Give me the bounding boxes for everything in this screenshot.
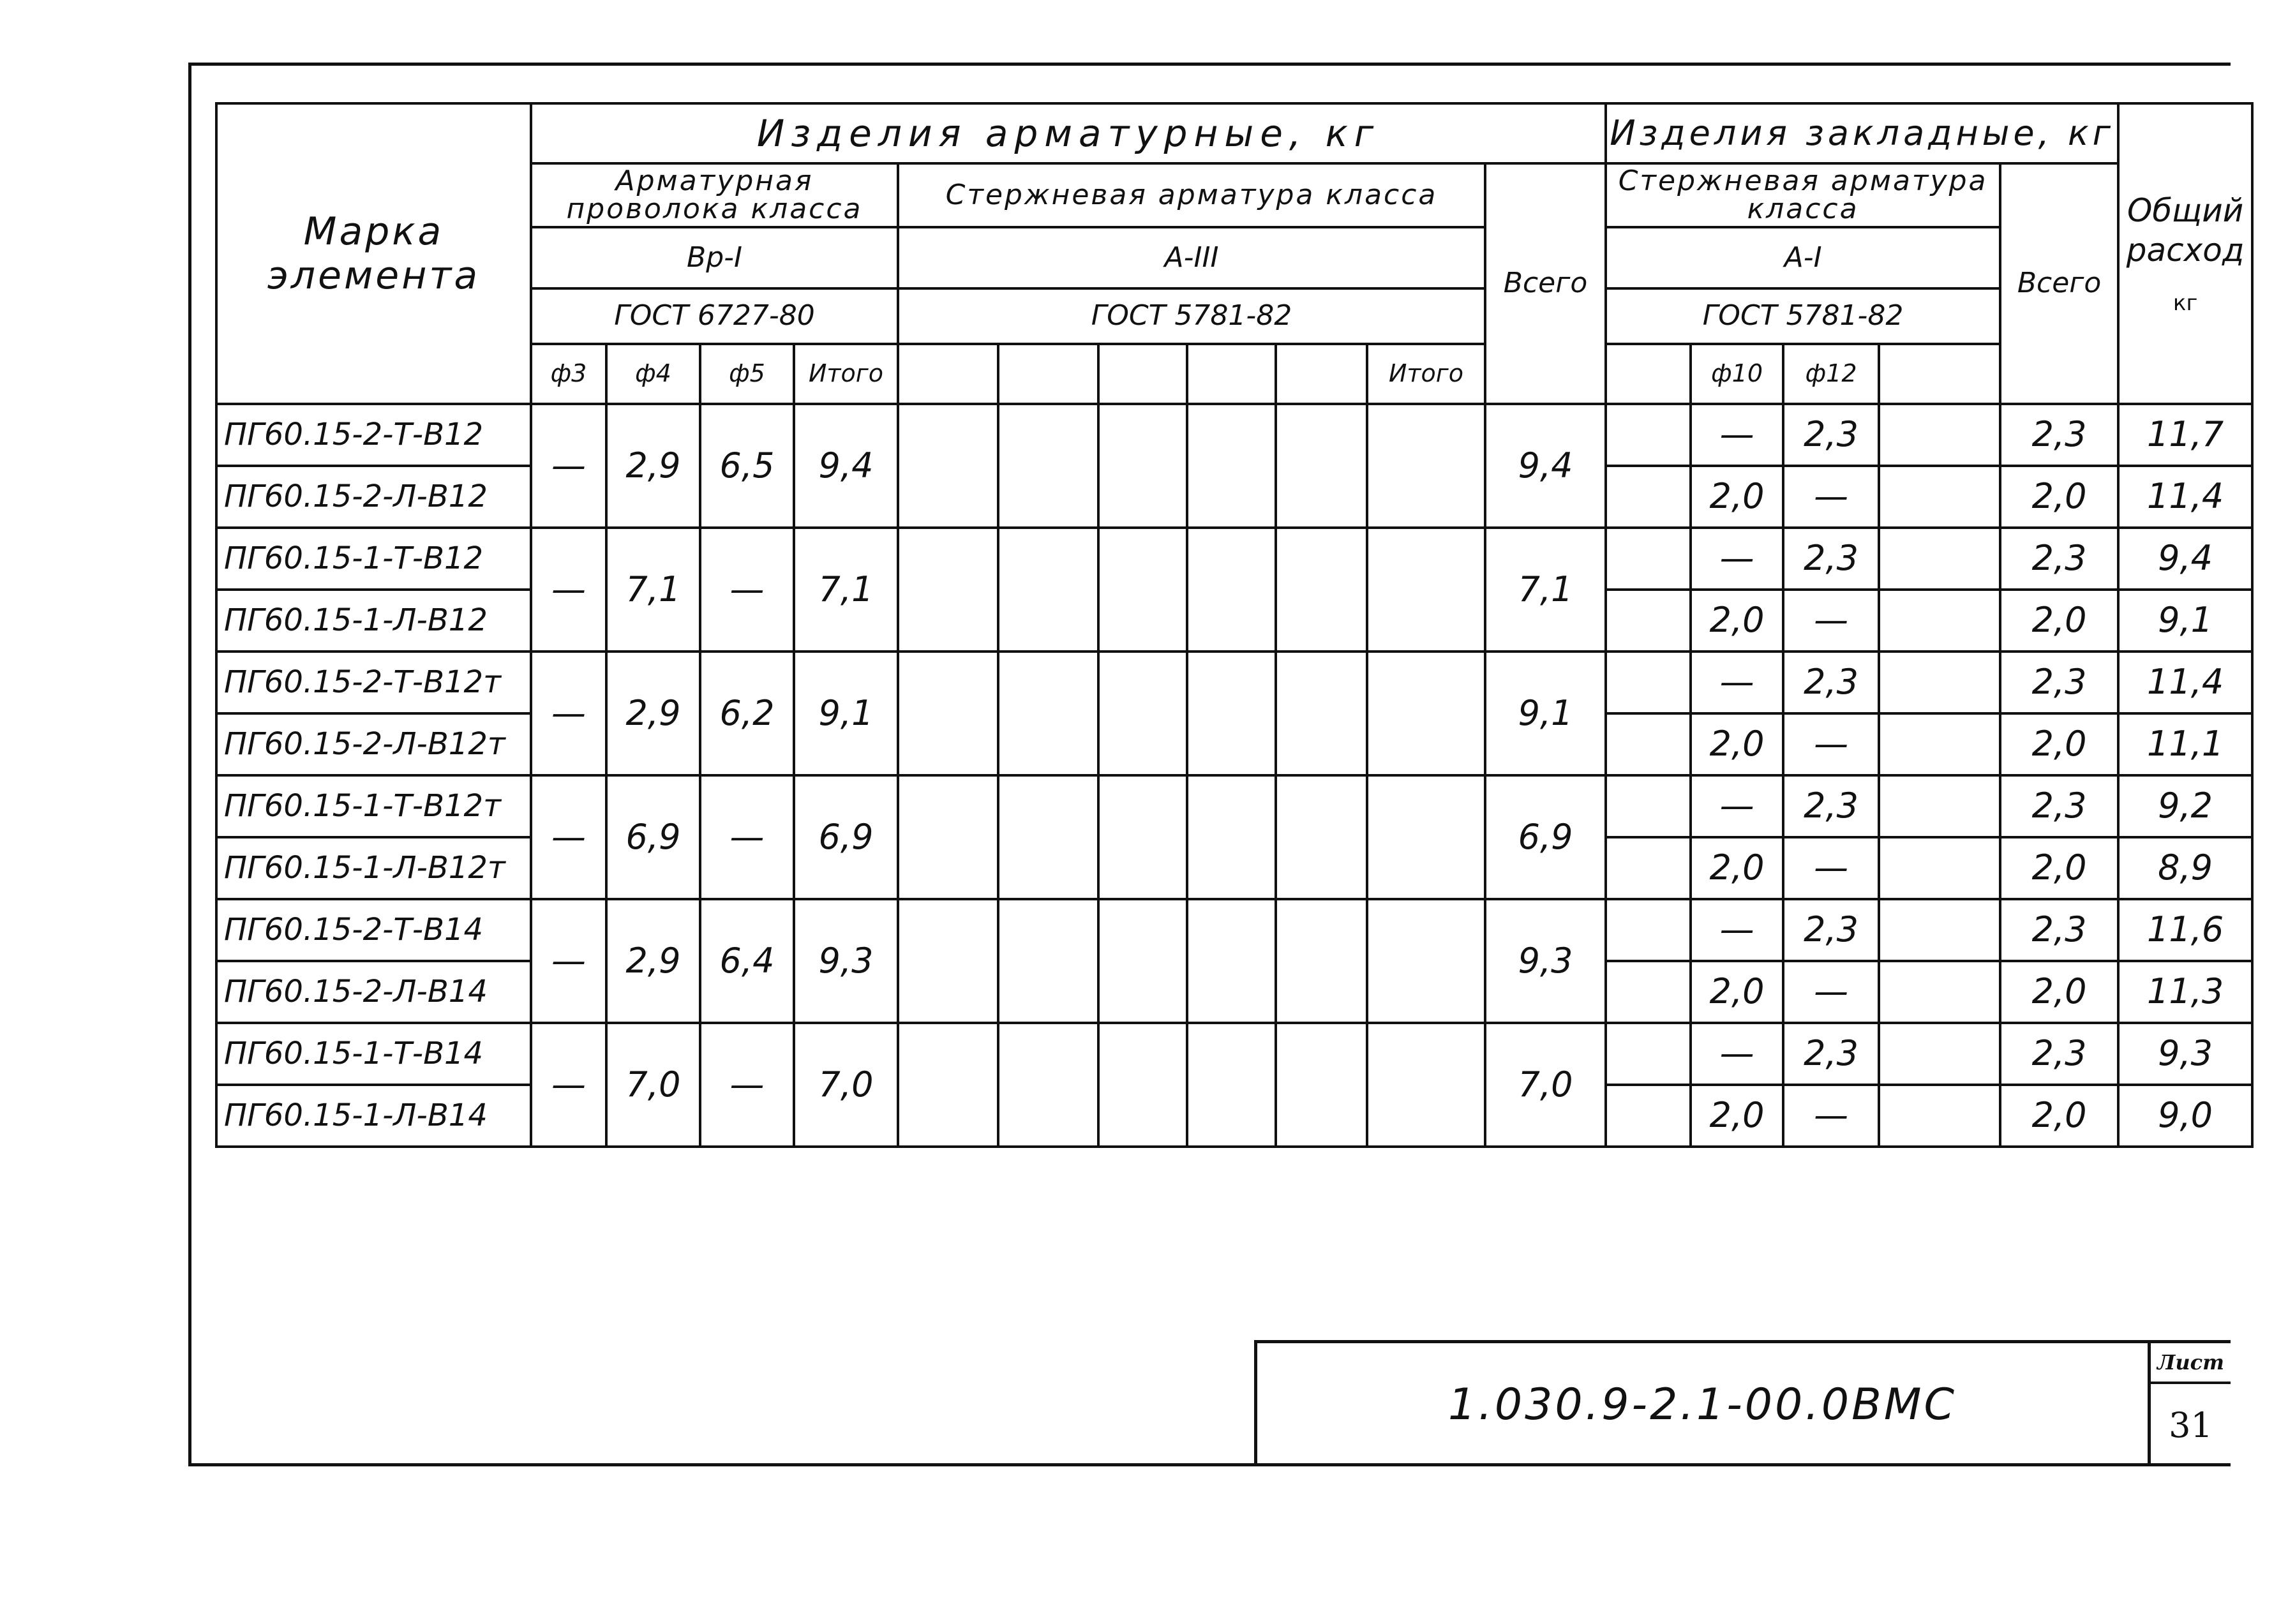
rod-cell-3 (1098, 404, 1187, 528)
grand-total-unit: кг (2172, 290, 2198, 316)
d12-header: ф12 (1783, 344, 1879, 404)
emb-d10-value: — (1691, 899, 1783, 961)
emb-blank-cell (1606, 1023, 1691, 1085)
emb-d12-value: 2,3 (1783, 528, 1879, 590)
wire-d4-value: 2,9 (606, 899, 700, 1023)
emb-total-value: 2,3 (2000, 652, 2118, 713)
rod-cell-6 (1367, 404, 1485, 528)
grand-total-value: 11,4 (2118, 466, 2252, 528)
emb-blank-cell (1879, 899, 2000, 961)
grand-total-value: 8,9 (2118, 837, 2252, 899)
element-mark: ПГ60.15-1-Т-В14 (216, 1023, 531, 1085)
rod-class-header: Стержневая арматура класса (898, 163, 1485, 227)
wire-d3-value: — (531, 528, 606, 652)
table-row (216, 652, 2252, 713)
emb-blank-cell (1606, 899, 1691, 961)
rod-cell-5 (1276, 652, 1367, 775)
grand-total-value: 11,7 (2118, 404, 2252, 466)
emb-total-value: 2,3 (2000, 404, 2118, 466)
wire-d5-value: — (700, 775, 794, 899)
emb-d12-value: — (1783, 713, 1879, 775)
rod-cell-1 (898, 899, 998, 1023)
rebar-total-value: 9,1 (1485, 652, 1606, 775)
rebar-sum-header: Всего (1485, 163, 1606, 404)
rod-cell-1 (898, 652, 998, 775)
wire-itogo-value: 9,4 (794, 404, 898, 528)
rod-empty-1 (898, 344, 998, 404)
emb-d12-value: — (1783, 466, 1879, 528)
wire-itogo-value: 7,1 (794, 528, 898, 652)
rod-cell-2 (998, 775, 1098, 899)
wire-d3-value: — (531, 775, 606, 899)
emb-total-value: 2,0 (2000, 961, 2118, 1023)
emb-blank-cell (1606, 961, 1691, 1023)
element-mark: ПГ60.15-1-Л-В12 (216, 590, 531, 652)
wire-d3-value: — (531, 404, 606, 528)
wire-d4-value: 7,1 (606, 528, 700, 652)
emb-d10-value: 2,0 (1691, 837, 1783, 899)
grand-total-value: 11,6 (2118, 899, 2252, 961)
emb-total-value: 2,0 (2000, 590, 2118, 652)
wire-d3-value: — (531, 899, 606, 1023)
emb-d12-value: 2,3 (1783, 775, 1879, 837)
wire-d3-value: — (531, 652, 606, 775)
grand-total-value: 11,3 (2118, 961, 2252, 1023)
rod-cell-3 (1098, 775, 1187, 899)
emb-sum-header: Всего (2000, 163, 2118, 404)
emb-d10-value: 2,0 (1691, 590, 1783, 652)
emb-d10-value: — (1691, 1023, 1783, 1085)
grand-total-value: 9,0 (2118, 1085, 2252, 1147)
rod-cell-5 (1276, 899, 1367, 1023)
rod-cell-4 (1187, 1023, 1276, 1147)
rod-cell-2 (998, 528, 1098, 652)
emb-d10-value: 2,0 (1691, 1085, 1783, 1147)
wire-d5-value: 6,4 (700, 899, 794, 1023)
d10-header: ф10 (1691, 344, 1783, 404)
grand-total-value: 9,1 (2118, 590, 2252, 652)
rod-cell-2 (998, 404, 1098, 528)
wire-d5-value: 6,2 (700, 652, 794, 775)
wire-itogo-value: 9,3 (794, 899, 898, 1023)
wire-d4-value: 2,9 (606, 652, 700, 775)
element-mark: ПГ60.15-2-Л-В12 (216, 466, 531, 528)
emb-d10-value: — (1691, 404, 1783, 466)
emb-total-value: 2,3 (2000, 1023, 2118, 1085)
element-mark: ПГ60.15-2-Т-В12т (216, 652, 531, 713)
rebar-total-value: 7,0 (1485, 1023, 1606, 1147)
rod-cell-6 (1367, 652, 1485, 775)
rod-cell-4 (1187, 775, 1276, 899)
table-row (216, 528, 2252, 590)
grand-total-value: 11,1 (2118, 713, 2252, 775)
emb-grade: А-I (1606, 227, 2000, 288)
emb-gost: ГОСТ 5781-82 (1606, 288, 2000, 344)
document-code: 1.030.9-2.1-00.0ВМС (1448, 1380, 1957, 1430)
rod-cell-2 (998, 1023, 1098, 1147)
emb-blank-cell (1879, 528, 2000, 590)
element-mark: ПГ60.15-2-Т-В12 (216, 404, 531, 466)
mark-header: Марка элемента (216, 103, 531, 404)
element-mark: ПГ60.15-2-Л-В14 (216, 961, 531, 1023)
emb-empty-2 (1879, 344, 2000, 404)
wire-d5-value: — (700, 1023, 794, 1147)
rod-cell-6 (1367, 1023, 1485, 1147)
table-row (216, 899, 2252, 961)
emb-blank-cell (1606, 713, 1691, 775)
table-row (216, 404, 2252, 466)
emb-blank-cell (1606, 652, 1691, 713)
emb-d12-value: — (1783, 1085, 1879, 1147)
rod-cell-3 (1098, 899, 1187, 1023)
rod-gost: ГОСТ 5781-82 (898, 288, 1485, 344)
emb-class-header: Стержневая арматура класса (1606, 163, 2000, 227)
emb-total-value: 2,0 (2000, 1085, 2118, 1147)
wire-d5-value: — (700, 528, 794, 652)
rod-cell-5 (1276, 404, 1367, 528)
rod-cell-5 (1276, 1023, 1367, 1147)
wire-class-header: Арматурная проволока класса (531, 163, 898, 227)
material-spec-table (215, 102, 2254, 1148)
sheet-box (2148, 1343, 2231, 1466)
wire-itogo-header: Итого (794, 344, 898, 404)
rod-cell-1 (898, 775, 998, 899)
emb-blank-cell (1606, 590, 1691, 652)
emb-d12-value: — (1783, 961, 1879, 1023)
wire-d4-value: 6,9 (606, 775, 700, 899)
wire-d4-value: 7,0 (606, 1023, 700, 1147)
rod-empty-4 (1187, 344, 1276, 404)
rod-cell-6 (1367, 899, 1485, 1023)
table-row (216, 1023, 2252, 1085)
d4-header: ф4 (606, 344, 700, 404)
rod-empty-3 (1098, 344, 1187, 404)
rod-cell-3 (1098, 528, 1187, 652)
emb-blank-cell (1879, 713, 2000, 775)
element-mark: ПГ60.15-1-Л-В12т (216, 837, 531, 899)
emb-d12-value: — (1783, 590, 1879, 652)
grand-total-value: 9,3 (2118, 1023, 2252, 1085)
emb-blank-cell (1879, 652, 2000, 713)
emb-d10-value: — (1691, 528, 1783, 590)
rod-cell-5 (1276, 528, 1367, 652)
title-block (1254, 1340, 2231, 1466)
wire-d3-value: — (531, 1023, 606, 1147)
rod-empty-2 (998, 344, 1098, 404)
emb-d10-value: 2,0 (1691, 713, 1783, 775)
wire-d4-value: 2,9 (606, 404, 700, 528)
emb-blank-cell (1879, 590, 2000, 652)
rod-cell-4 (1187, 528, 1276, 652)
grand-total-value: 9,4 (2118, 528, 2252, 590)
d3-header: ф3 (531, 344, 606, 404)
element-mark: ПГ60.15-1-Т-В12 (216, 528, 531, 590)
emb-blank-cell (1606, 404, 1691, 466)
emb-blank-cell (1606, 775, 1691, 837)
rod-cell-1 (898, 1023, 998, 1147)
emb-d12-value: 2,3 (1783, 1023, 1879, 1085)
emb-d12-value: 2,3 (1783, 652, 1879, 713)
rod-cell-1 (898, 528, 998, 652)
emb-blank-cell (1879, 961, 2000, 1023)
rod-cell-4 (1187, 652, 1276, 775)
rod-cell-4 (1187, 899, 1276, 1023)
rod-cell-1 (898, 404, 998, 528)
emb-blank-cell (1606, 528, 1691, 590)
rod-empty-5 (1276, 344, 1367, 404)
emb-blank-cell (1606, 466, 1691, 528)
emb-empty-1 (1606, 344, 1691, 404)
emb-total-value: 2,0 (2000, 837, 2118, 899)
table-row (216, 775, 2252, 837)
rebar-group-header: Изделия арматурные, кг (531, 103, 1606, 163)
wire-gost: ГОСТ 6727-80 (531, 288, 898, 344)
wire-grade: Вр-I (531, 227, 898, 288)
grand-total-value: 11,4 (2118, 652, 2252, 713)
emb-blank-cell (1879, 1085, 2000, 1147)
grand-total-value: 9,2 (2118, 775, 2252, 837)
sheet-number: 31 (2169, 1405, 2213, 1445)
emb-total-value: 2,0 (2000, 713, 2118, 775)
emb-blank-cell (1879, 837, 2000, 899)
emb-d12-value: 2,3 (1783, 899, 1879, 961)
emb-total-value: 2,0 (2000, 466, 2118, 528)
emb-d10-value: 2,0 (1691, 961, 1783, 1023)
element-mark: ПГ60.15-1-Т-В12т (216, 775, 531, 837)
emb-blank-cell (1879, 775, 2000, 837)
emb-blank-cell (1879, 1023, 2000, 1085)
rebar-total-value: 9,4 (1485, 404, 1606, 528)
emb-total-value: 2,3 (2000, 775, 2118, 837)
wire-itogo-value: 9,1 (794, 652, 898, 775)
emb-blank-cell (1606, 1085, 1691, 1147)
wire-d5-value: 6,5 (700, 404, 794, 528)
element-mark: ПГ60.15-2-Л-В12т (216, 713, 531, 775)
emb-d10-value: — (1691, 775, 1783, 837)
rebar-total-value: 6,9 (1485, 775, 1606, 899)
rod-cell-6 (1367, 775, 1485, 899)
rebar-total-value: 9,3 (1485, 899, 1606, 1023)
embedded-group-header: Изделия закладные, кг (1606, 103, 2118, 163)
element-mark: ПГ60.15-2-Т-В14 (216, 899, 531, 961)
rod-cell-2 (998, 652, 1098, 775)
wire-itogo-value: 7,0 (794, 1023, 898, 1147)
emb-blank-cell (1606, 837, 1691, 899)
rod-cell-5 (1276, 775, 1367, 899)
rod-grade: А-III (898, 227, 1485, 288)
element-mark: ПГ60.15-1-Л-В14 (216, 1085, 531, 1147)
sheet-label: Лист (2151, 1343, 2231, 1384)
emb-blank-cell (1879, 404, 2000, 466)
wire-itogo-value: 6,9 (794, 775, 898, 899)
emb-d10-value: — (1691, 652, 1783, 713)
emb-total-value: 2,3 (2000, 899, 2118, 961)
rod-cell-6 (1367, 528, 1485, 652)
rod-cell-2 (998, 899, 1098, 1023)
emb-total-value: 2,3 (2000, 528, 2118, 590)
grand-total-label: Общий расход (2126, 191, 2245, 269)
emb-d12-value: — (1783, 837, 1879, 899)
rod-itogo-header: Итого (1367, 344, 1485, 404)
rod-cell-4 (1187, 404, 1276, 528)
rod-cell-3 (1098, 1023, 1187, 1147)
emb-blank-cell (1879, 466, 2000, 528)
emb-d12-value: 2,3 (1783, 404, 1879, 466)
rebar-total-value: 7,1 (1485, 528, 1606, 652)
rod-cell-3 (1098, 652, 1187, 775)
grand-total-header (2118, 103, 2252, 404)
d5-header: ф5 (700, 344, 794, 404)
emb-d10-value: 2,0 (1691, 466, 1783, 528)
